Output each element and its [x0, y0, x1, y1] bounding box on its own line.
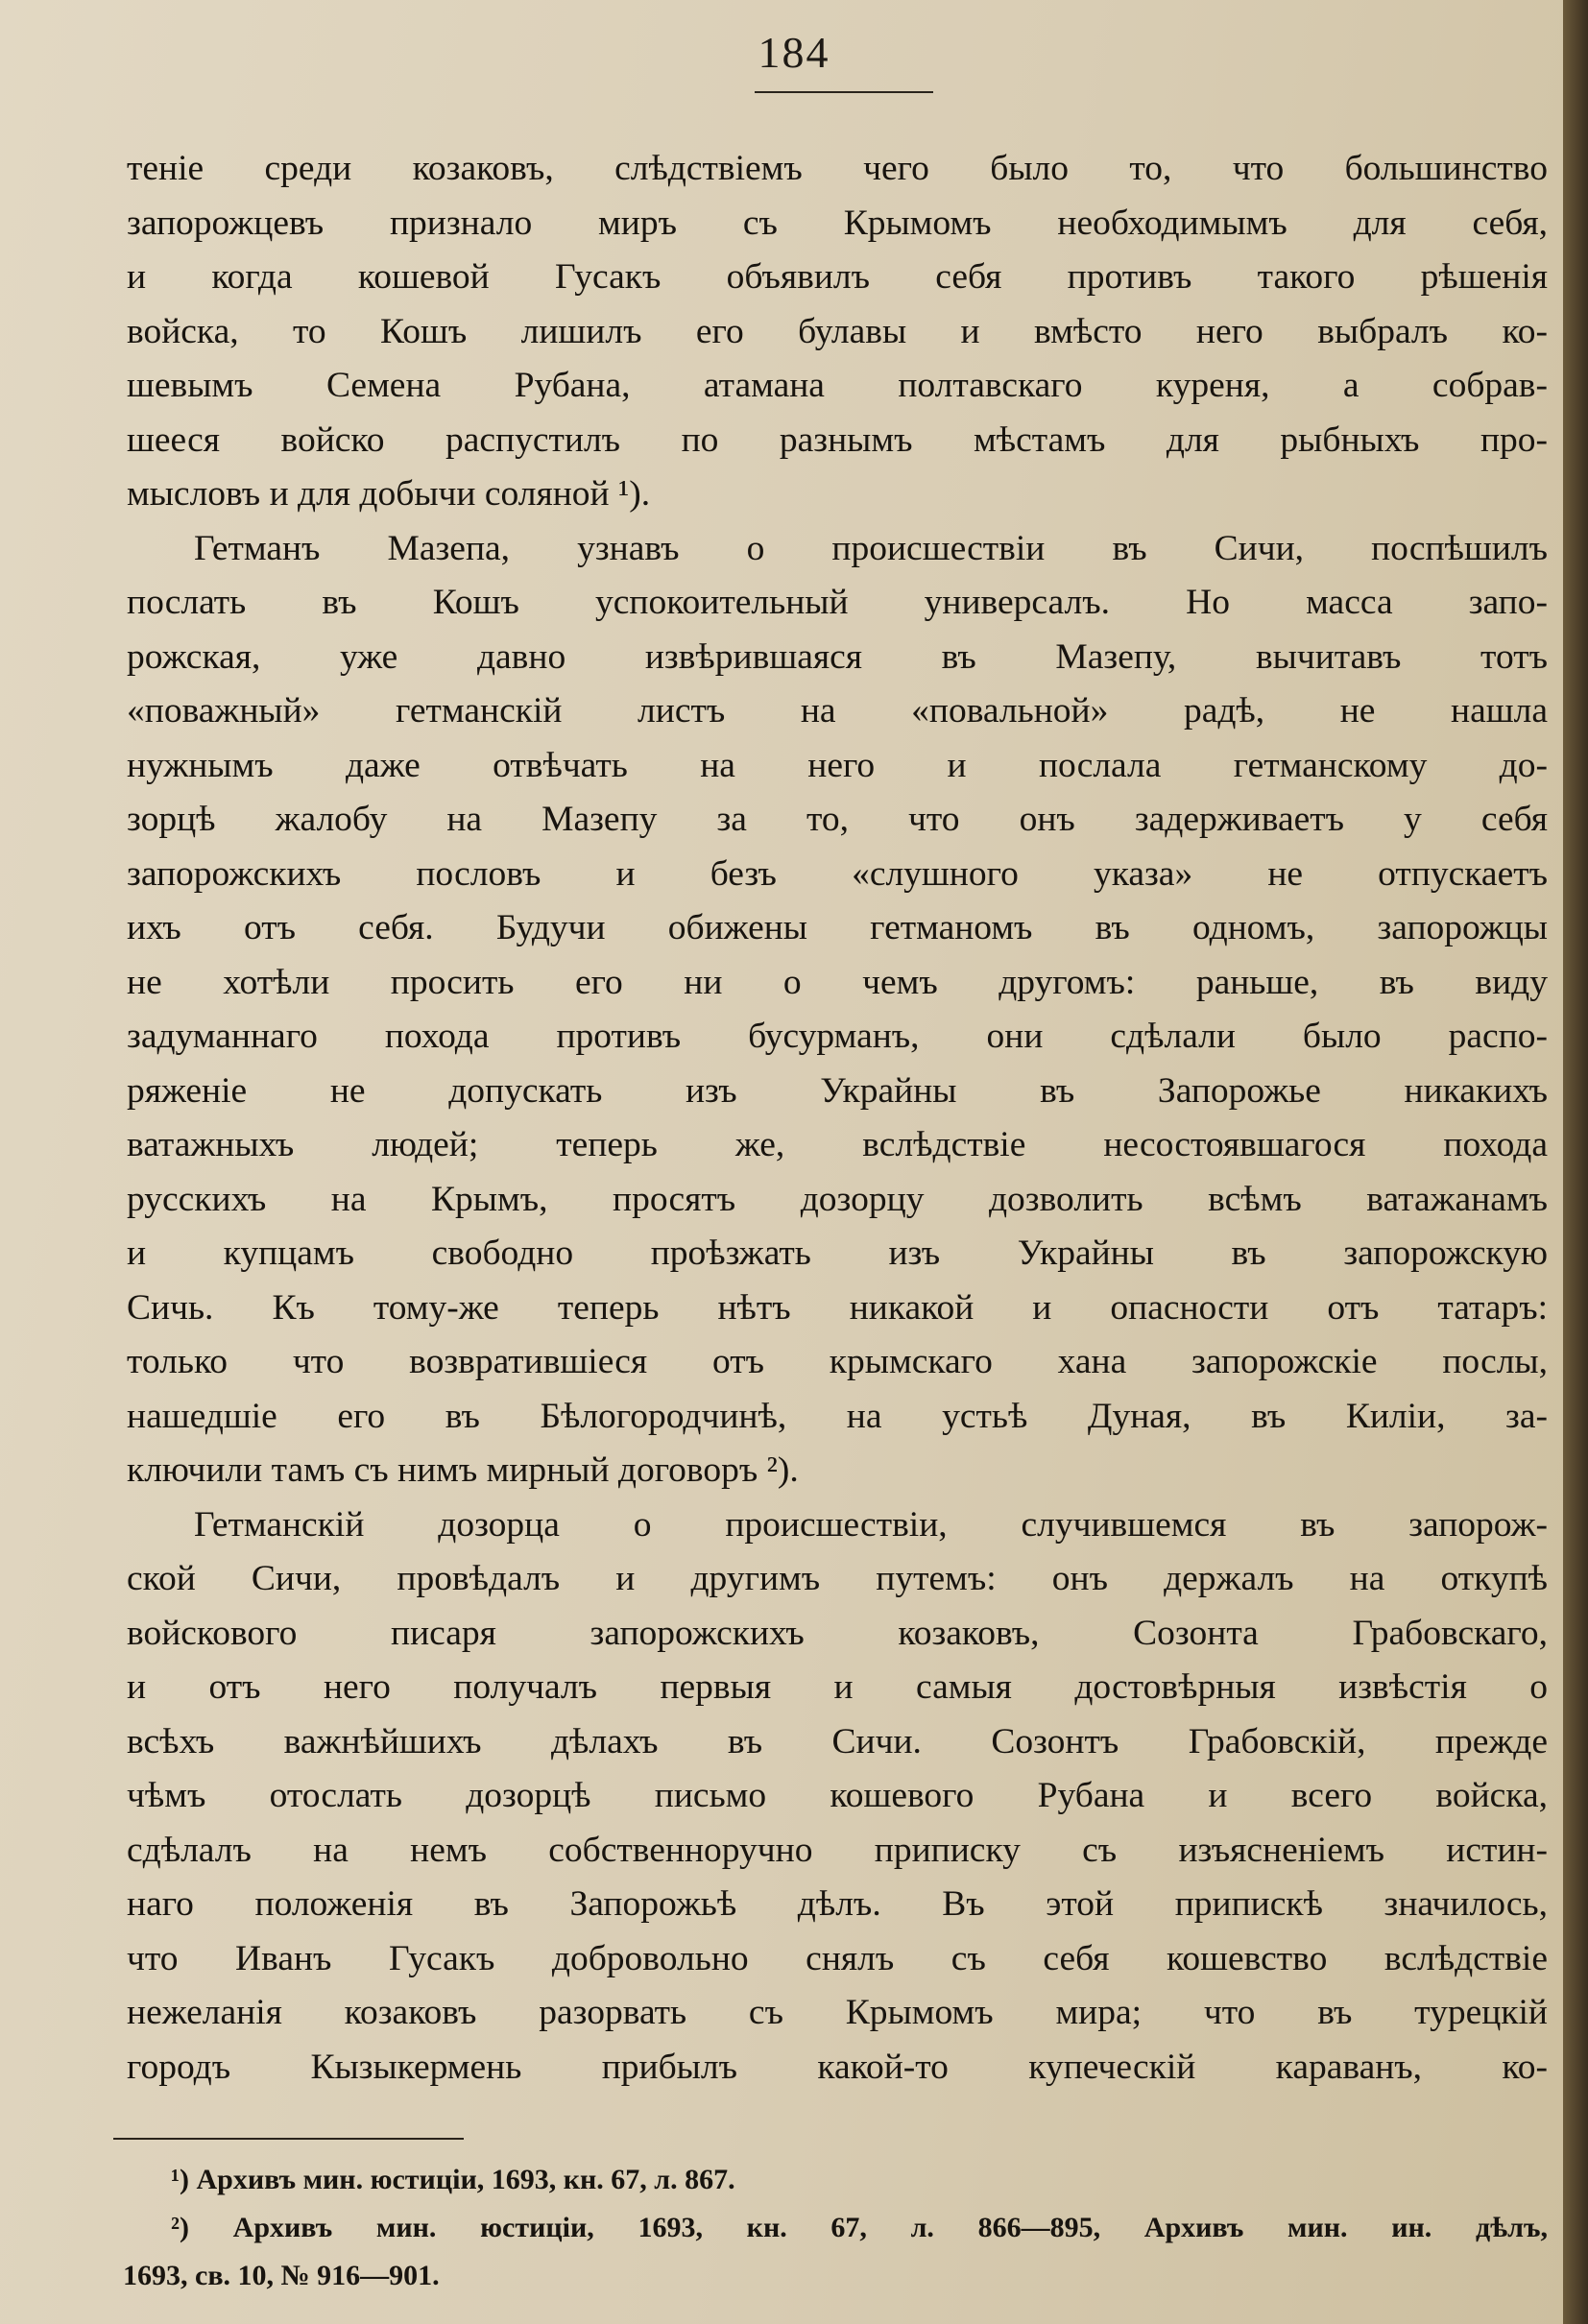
paragraph — [127, 1498, 1548, 2096]
text-line: и когда кошевой Гусакъ объявилъ себя противъ такого рѣшенія — [127, 257, 1548, 297]
text-line: нужнымъ даже отвѣчать на него и послала гетманскому до- — [127, 745, 1548, 785]
footnotes — [123, 2156, 1548, 2300]
header-rule — [755, 91, 933, 93]
text-line: русскихъ на Крымъ, просятъ дозорцу дозволить всѣмъ ватажанамъ — [127, 1179, 1548, 1219]
text-line: ряженіе не допускать изъ Украйны въ Запорожье никакихъ — [127, 1070, 1548, 1111]
text-line: всѣхъ важнѣйшихъ дѣлахъ въ Сичи. Созонтъ Грабовскій, прежде — [127, 1721, 1548, 1761]
text-line: Сичь. Къ тому-же теперь нѣтъ никакой и опасности отъ татаръ: — [127, 1287, 1548, 1328]
text-line: ихъ отъ себя. Будучи обижены гетманомъ въ одномъ, запорожцы — [127, 908, 1548, 947]
footnote — [123, 2204, 1548, 2300]
text-line: городъ Кызыкермень прибылъ какой-то купеческій караванъ, ко- — [127, 2047, 1548, 2087]
text-line: Гетманъ Мазепа, узнавъ о происшествіи въ Сичи, поспѣшилъ — [194, 528, 1548, 568]
text-line: мысловъ и для добычи соляной ¹). — [127, 474, 651, 514]
text-line: наго положенія въ Запорожьѣ дѣлъ. Въ этой припискѣ значилось, — [127, 1884, 1548, 1924]
text-line: и отъ него получалъ первыя и самыя достовѣрныя извѣстія о — [127, 1667, 1548, 1707]
text-line: запорожскихъ пословъ и безъ «слушного указа» не отпускаетъ — [127, 853, 1548, 894]
text-line: и купцамъ свободно проѣзжать изъ Украйны въ запорожскую — [127, 1234, 1548, 1273]
text-line: рожская, уже давно извѣрившаяся въ Мазепу, вычитавъ тотъ — [127, 636, 1548, 677]
page-number: 184 — [758, 28, 830, 77]
main-text — [127, 142, 1548, 2095]
footnote-line: ¹) Архивъ мин. юстиціи, 1693, кн. 67, л. 867. — [171, 2164, 735, 2195]
text-line: Гетманскій дозорца о происшествіи, случившемся въ запорож- — [194, 1504, 1548, 1545]
footnote-line: ²) Архивъ мин. юстиціи, 1693, кн. 67, л. 866—895, Архивъ мин. ин. дѣлъ, — [171, 2212, 1548, 2243]
book-binding-edge — [1563, 0, 1588, 2324]
text-line: чѣмъ отослать дозорцѣ письмо кошевого Рубана и всего войска, — [127, 1776, 1548, 1815]
footnote-rule — [113, 2138, 464, 2140]
text-line: шееся войско распустилъ по разнымъ мѣстамъ для рыбныхъ про- — [127, 419, 1548, 460]
footnote — [123, 2156, 1548, 2204]
text-line: зорцѣ жалобу на Мазепу за то, что онъ задерживаетъ у себя — [127, 800, 1548, 839]
text-line: войскового писаря запорожскихъ козаковъ, Созонта Грабовскаго, — [127, 1613, 1548, 1653]
text-line: не хотѣли просить его ни о чемъ другомъ: раньше, въ виду — [127, 962, 1548, 1002]
paragraph — [127, 522, 1548, 1498]
text-line: нежеланія козаковъ разорвать съ Крымомъ мира; что въ турецкій — [127, 1993, 1548, 2032]
text-line: сдѣлалъ на немъ собственноручно приписку съ изъясненіемъ истин- — [127, 1830, 1548, 1870]
text-line: ключили тамъ съ нимъ мирный договоръ ²). — [127, 1450, 799, 1490]
text-line: войска, то Кошъ лишилъ его булавы и вмѣсто него выбралъ ко- — [127, 311, 1548, 351]
text-line: «поважный» гетманскій листъ на «повальной» радѣ, не нашла — [127, 691, 1548, 731]
text-line: запорожцевъ признало миръ съ Крымомъ необходимымъ для себя, — [127, 203, 1548, 243]
text-line: задуманнаго похода противъ бусурманъ, они сдѣлали было распо- — [127, 1017, 1548, 1056]
text-line: ской Сичи, провѣдалъ и другимъ путемъ: онъ держалъ на откупѣ — [127, 1559, 1548, 1598]
text-line: теніе среди козаковъ, слѣдствіемъ чего было то, что большинство — [127, 149, 1548, 188]
paragraph — [127, 142, 1548, 522]
text-line: нашедшіе его въ Бѣлогородчинѣ, на устьѣ Дуная, въ Киліи, за- — [127, 1396, 1548, 1436]
footnote-line: 1693, св. 10, № 916—901. — [123, 2260, 440, 2291]
text-line: шевымъ Семена Рубана, атамана полтавскаго куреня, а собрав- — [127, 366, 1548, 405]
text-line: только что возвратившіеся отъ крымскаго хана запорожскіе послы, — [127, 1342, 1548, 1381]
text-line: что Иванъ Гусакъ добровольно снялъ съ себя кошевство вслѣдствіе — [127, 1938, 1548, 1978]
text-line: послать въ Кошъ успокоительный универсалъ. Но масса запо- — [127, 583, 1548, 622]
text-line: ватажныхъ людей; теперь же, вслѣдствіе несостоявшагося похода — [127, 1125, 1548, 1164]
